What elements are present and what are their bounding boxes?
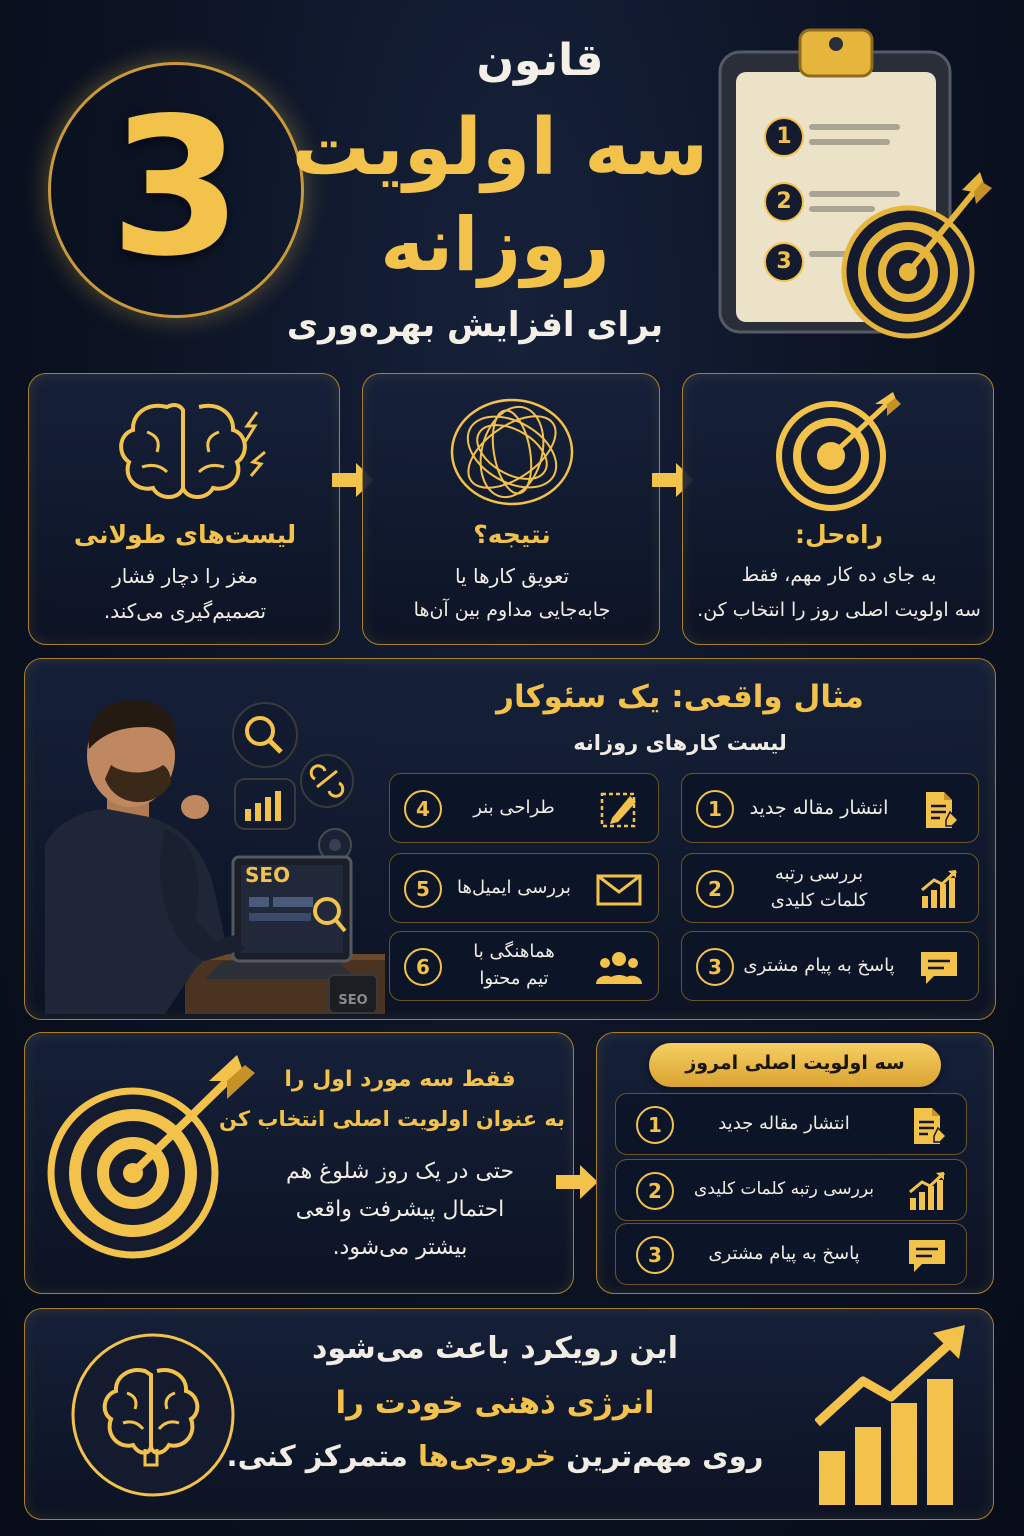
task-num-1: 1 [696,790,734,828]
footer-line3-b: خروجی‌ها [417,1439,557,1473]
step-card-solution [682,373,994,645]
target-icon [773,392,903,512]
select-heading-2: به عنوان اولویت اصلی انتخاب کن [219,1107,565,1131]
brain-circle-icon [69,1331,237,1499]
message-icon [918,948,960,988]
task-item-1 [681,773,979,843]
team-icon [596,950,642,986]
today-panel [596,1032,994,1294]
big-number-ring [48,62,304,318]
today-badge-label: سه اولویت اصلی امروز [685,1052,905,1074]
select-panel [24,1032,574,1294]
today-item-2 [615,1159,967,1221]
title-line3: روزانه [380,202,610,288]
today-label-1: انتشار مقاله جدید [718,1113,850,1134]
footer-panel [24,1308,994,1520]
today-item-3 [615,1223,967,1285]
footer-line3-c: متمرکز کنی. [226,1439,418,1473]
task-label-6b: تیم محتوا [479,968,549,989]
task-item-4 [389,773,659,843]
select-body-1: حتی در یک روز شلوغ هم [285,1159,515,1184]
seo-worker-illustration [45,679,385,1014]
step-card-long-lists [28,373,340,645]
clipboard-num-2: 2 [764,182,804,222]
select-body-3: بیشتر می‌شود. [332,1235,468,1260]
document-icon-2 [908,1106,948,1146]
select-heading-1: فقط سه مورد اول را [284,1067,516,1092]
growth-chart-icon [815,1323,985,1509]
arrow-right-icon-3 [552,1162,602,1202]
mail-icon [596,874,642,906]
document-icon [920,790,960,830]
header [0,0,1024,365]
step-title-solution: راه‌حل: [794,520,884,549]
step-line1-long-lists: مغز را دچار فشار [112,564,258,588]
big-number: 3 [109,77,243,298]
chart-icon [918,868,960,910]
today-label-3: پاسخ به پیام مشتری [708,1243,860,1264]
step-line2-result: جابه‌جایی مداوم بین آن‌ها [413,599,611,621]
task-item-2 [681,853,979,923]
footer-line3-a: روی مهم‌ترین [556,1439,764,1473]
clipboard-num-1: 1 [764,117,804,157]
today-label-2: بررسی رتبه کلمات کلیدی [694,1179,874,1199]
brain-icon [107,392,267,512]
footer-line1: این رویکرد باعث می‌شود [312,1331,678,1366]
step-line1-solution: به جای ده کار مهم، فقط [741,564,937,586]
task-label-4: طراحی بنر [473,797,555,818]
task-num-6: 6 [404,948,442,986]
step-title-result: نتیجه؟ [473,520,551,549]
today-num-3: 3 [636,1236,674,1274]
footer-line2: انرژی ذهنی خودت را [335,1385,655,1421]
footer-line3 [215,1439,775,1473]
task-item-3 [681,931,979,1001]
task-num-5: 5 [404,870,442,908]
task-label-1: انتشار مقاله جدید [749,797,889,819]
clipboard-num-3: 3 [764,242,804,282]
step-card-result [362,373,660,645]
design-icon [598,788,640,830]
task-item-5 [389,853,659,923]
step-title-long-lists: لیست‌های طولانی [73,520,297,549]
target-arrow-icon [41,1051,261,1271]
today-num-1: 1 [636,1106,674,1144]
title-line2: سه اولویت [291,103,709,193]
task-item-6 [389,931,659,1001]
task-num-4: 4 [404,790,442,828]
task-label-5: بررسی ایمیل‌ها [457,877,571,898]
subtitle: برای افزایش بهره‌وری [286,305,664,345]
today-num-2: 2 [636,1172,674,1210]
task-num-2: 2 [696,870,734,908]
step-line1-result: تعویق کارها یا [454,564,570,588]
today-item-1 [615,1093,967,1155]
mug-seo-label: SEO [338,993,368,1008]
example-subtitle: لیست کارهای روزانه [573,731,787,755]
message-icon-2 [906,1236,948,1276]
example-title: مثال واقعی: یک سئوکار [496,679,864,715]
title-line1: قانون [476,35,604,86]
clipboard-icon [712,22,992,342]
task-num-3: 3 [696,948,734,986]
chart-icon-2 [906,1170,948,1212]
task-label-2b: کلمات کلیدی [770,890,868,911]
today-badge [649,1043,941,1087]
laptop-seo-label: SEO [245,863,291,887]
task-label-3: پاسخ به پیام مشتری [743,955,895,976]
task-label-6a: هماهنگی با [473,941,555,962]
tangle-icon [437,392,587,512]
task-label-2a: بررسی رتبه [774,863,864,884]
example-panel [24,658,996,1020]
step-line2-long-lists: تصمیم‌گیری می‌کند. [103,599,267,623]
step-line2-solution: سه اولویت اصلی روز را انتخاب کن. [697,599,981,621]
select-body-2: احتمال پیشرفت واقعی [295,1197,505,1222]
